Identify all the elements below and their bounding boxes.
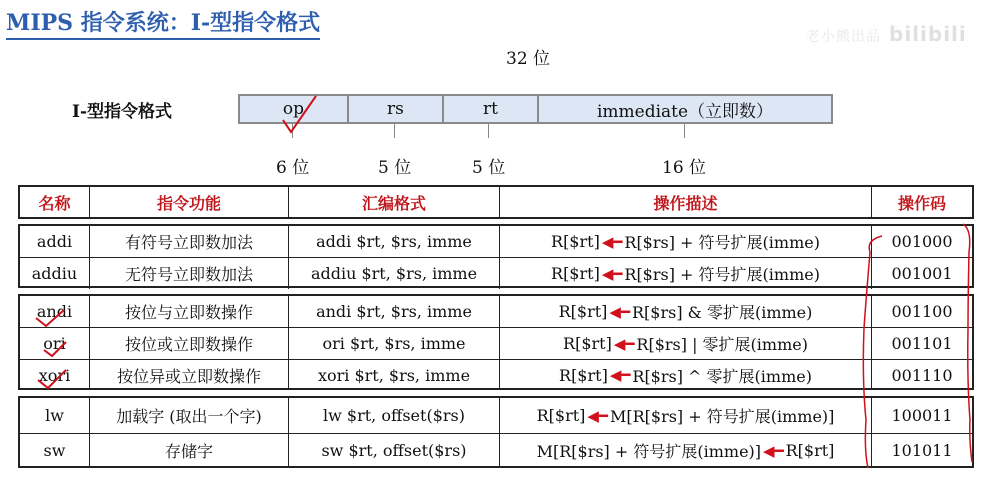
assign-arrow-icon: ◀━ — [613, 334, 635, 353]
instr-assembly: addiu $rt, $rs, imme — [289, 258, 500, 289]
field-immediate: immediate（立即数） — [596, 101, 774, 122]
header-operation: 操作描述 — [500, 187, 872, 217]
instr-opcode: 001100 — [891, 302, 953, 321]
instr-assembly: addi $rt, $rs, imme — [289, 226, 500, 257]
instr-function: 存储字 — [90, 434, 289, 467]
instr-opcode: 001101 — [891, 334, 953, 353]
instr-name: addi — [20, 226, 90, 257]
instr-name: lw — [20, 398, 90, 433]
assign-arrow-icon: ◀━ — [763, 441, 784, 460]
op-source: R[$rs] & 零扩展(imme) — [631, 303, 813, 322]
instr-assembly: lw $rt, offset($rs) — [289, 398, 500, 433]
instr-name: addiu — [20, 258, 90, 289]
op-source: R[$rs] | 零扩展(imme) — [636, 335, 808, 354]
assign-arrow-icon: ◀━ — [609, 366, 631, 384]
instr-opcode: 101011 — [891, 441, 953, 460]
instr-function: 按位与立即数操作 — [90, 296, 289, 327]
instr-name: sw — [20, 434, 90, 467]
op-dest: R[$rt] — [559, 365, 608, 385]
checkmark-ori — [44, 342, 66, 356]
op-dest: R[$rt] — [551, 232, 600, 251]
instr-name: xori — [20, 360, 90, 390]
instr-name: andi — [20, 296, 90, 327]
assign-arrow-icon: ◀━ — [601, 264, 623, 283]
assign-arrow-icon: ◀━ — [609, 302, 630, 321]
field-rs: rs — [349, 96, 444, 122]
header-name: 名称 — [20, 187, 90, 217]
op-source: R[$rt] — [785, 441, 835, 460]
op-dest: R[$rt] — [551, 264, 600, 283]
instr-assembly: ori $rt, $rs, imme — [289, 328, 500, 359]
op-dest: R[$rt] — [536, 406, 586, 425]
assign-arrow-icon: ◀━ — [587, 406, 608, 425]
instr-function: 无符号立即数加法 — [90, 258, 289, 289]
field-rt: rt — [444, 96, 539, 122]
instr-opcode: 100011 — [891, 406, 953, 425]
instr-function: 按位异或立即数操作 — [90, 360, 289, 390]
op-dest: M[R[$rs] + 符号扩展(imme)] — [536, 442, 762, 461]
op-source: M[R[$rs] + 符号扩展(imme)] — [609, 407, 835, 426]
page-title: MIPS 指令系统：I-型指令格式 — [6, 6, 320, 40]
instr-name: ori — [20, 328, 90, 359]
instr-assembly: andi $rt, $rs, imme — [289, 296, 500, 327]
bracket-stroke — [863, 236, 882, 468]
bits-op: 6 位 — [276, 158, 310, 178]
instr-function: 加载字 (取出一个字) — [90, 398, 289, 433]
op-dest: R[$rt] — [563, 334, 612, 353]
instr-opcode: 001000 — [891, 232, 953, 251]
instr-assembly: xori $rt, $rs, imme — [289, 360, 500, 390]
bilibili-logo: bilibili — [889, 22, 967, 46]
checkmark-andi — [36, 310, 64, 326]
instr-function: 按位或立即数操作 — [90, 328, 289, 359]
op-source: R[$rs] + 符号扩展(imme) — [624, 265, 820, 284]
op-source: R[$rs] + 符号扩展(imme) — [624, 233, 820, 252]
bracket-stroke — [963, 224, 972, 462]
bits-immediate: 16 位 — [662, 158, 707, 178]
header-opcode: 操作码 — [897, 193, 946, 213]
op-source: R[$rs] ^ 零扩展(imme) — [632, 366, 812, 386]
instr-function: 有符号立即数加法 — [90, 226, 289, 257]
op-dest: R[$rt] — [558, 302, 608, 321]
instr-opcode: 001001 — [891, 264, 953, 283]
field-op: op — [240, 96, 349, 122]
checkmark-op — [283, 96, 316, 132]
bits-rt: 5 位 — [472, 158, 506, 178]
instr-opcode: 001110 — [891, 365, 953, 385]
instr-assembly: sw $rt, offset($rs) — [289, 434, 500, 467]
header-function: 指令功能 — [90, 187, 289, 217]
bits-rs: 5 位 — [378, 158, 412, 178]
checkmark-xori — [38, 370, 66, 388]
format-label: I-型指令格式 — [72, 102, 173, 122]
header-assembly: 汇编格式 — [289, 187, 500, 217]
watermark-text: 老小熊出品 — [806, 29, 881, 45]
assign-arrow-icon: ◀━ — [601, 232, 623, 251]
total-bits-label: 32 位 — [506, 49, 551, 69]
